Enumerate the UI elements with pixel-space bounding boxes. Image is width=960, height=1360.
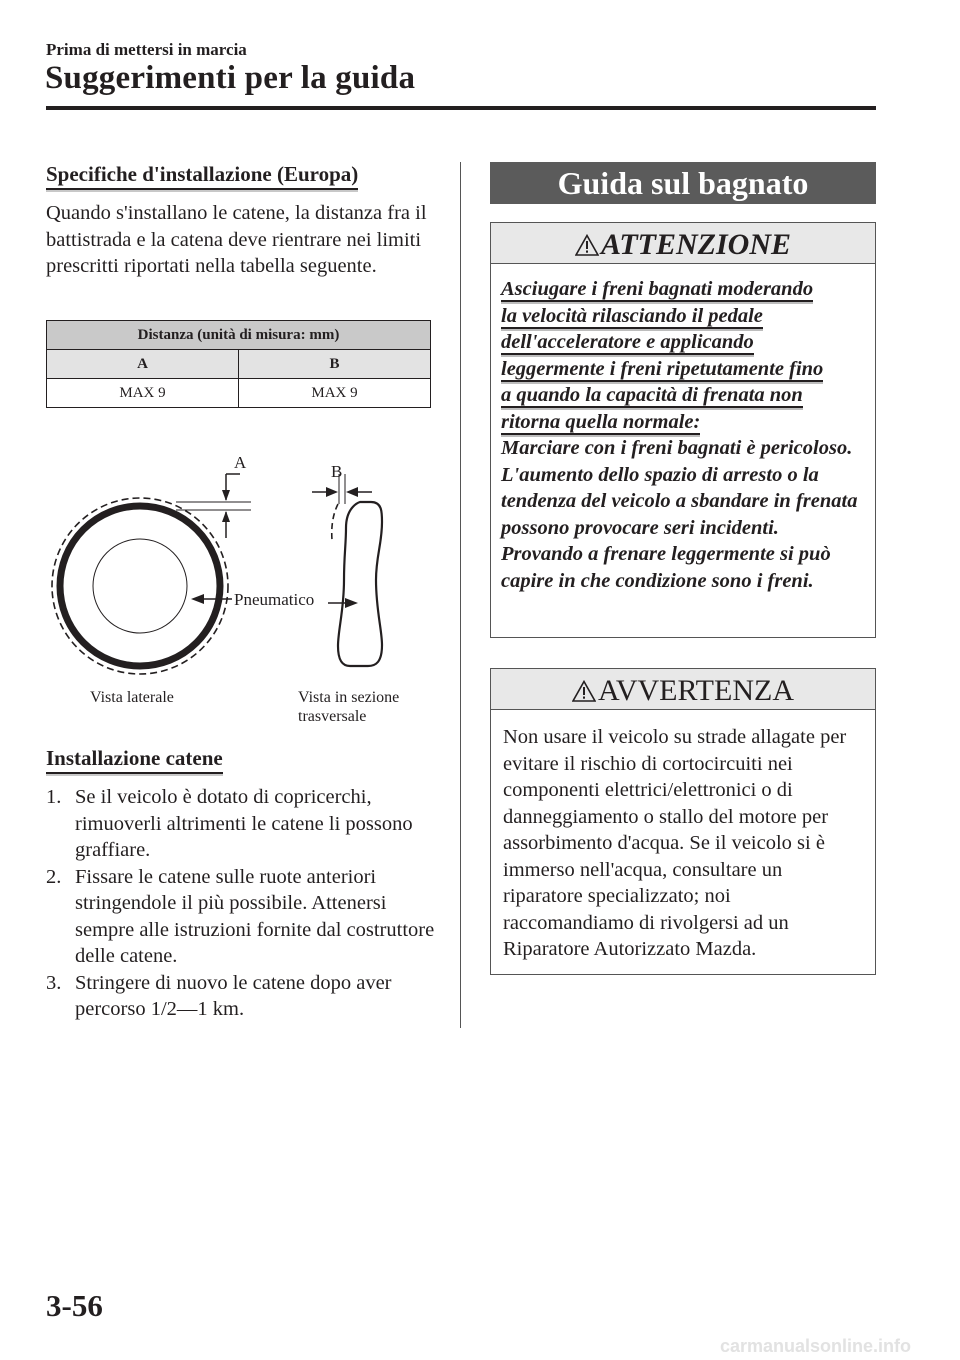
spec-table [46, 320, 431, 408]
side-view-tyre [52, 498, 228, 674]
label-b: B [331, 462, 343, 481]
header-rule [46, 106, 876, 110]
cross-section-tyre [312, 474, 382, 666]
label-a: A [234, 453, 247, 472]
caution-underlined: Asciugare i freni bagnati moderando la velocità rilasciando il pedale dell'acceleratore e applicando leggermente i freni ripetutamente fino a quando la capacità di frenata non ritorna quella normale: [501, 278, 824, 433]
notice-text: Non usare il veicolo su strade allagate per evitare il rischio di cortocircuiti nei componenti elettrici/elettronici o di danneggiamento o stallo del motore per assorbimento d'acqua. Se il veicolo si è immerso nell'acqua, consultare un riparatore specializzato; noi raccomandiamo di rivolgersi ad un Riparatore Autorizzato Mazda. [503, 726, 847, 960]
page-title: Suggerimenti per la guida [45, 60, 416, 96]
specs-intro: Quando s'installano le catene, la distanza fra il battistrada e la catena deve rientrare nei limiti prescritti riportati nella tabella seguente. [46, 202, 427, 277]
breadcrumb: Prima di mettersi in marcia [46, 40, 247, 59]
caution-header: ATTENZIONE [491, 223, 875, 264]
watermark: carmanualsonline.info [720, 1336, 912, 1356]
warning-triangle-icon [572, 680, 596, 702]
dimension-a [176, 474, 251, 538]
list-item: 1. Se il veicolo è dotato di copricerchi, rimuoverli altrimenti le catene li possono graffiare. [46, 786, 413, 861]
label-section-view-1: Vista in sezione [298, 689, 400, 706]
label-section-view-2: trasversale [298, 708, 367, 725]
column-divider [460, 162, 461, 1028]
page-number: 3-56 [46, 1288, 103, 1323]
chain-clearance-diagram [46, 440, 436, 730]
caution-box [490, 222, 876, 638]
list-item: 2. Fissare le catene sulle ruote anteriori stringendole il più possibile. Attenersi sempre alle istruzioni fornite dal costruttore delle catene. [46, 865, 435, 967]
caution-text: Marciare con i freni bagnati è pericoloso. L'aumento dello spazio di arresto o la tendenza del veicolo a sbandare in frenata possono provocare seri incidenti. Provando a frenare leggermente si può capire in che condizione sono i freni. [501, 437, 858, 592]
caution-body [491, 264, 875, 594]
chains-heading: Installazione catene [46, 746, 436, 771]
section-banner: Guida sul bagnato [490, 162, 876, 204]
notice-box [490, 668, 876, 975]
label-side-view: Vista laterale [90, 689, 174, 706]
label-tyre: Pneumatico [234, 590, 315, 609]
list-item: 3. Stringere di nuovo le catene dopo aver percorso 1/2―1 km. [46, 971, 392, 1020]
spec-value-a: MAX 9 [47, 379, 239, 408]
spec-col-b: B [239, 350, 431, 379]
notice-header: AVVERTENZA [491, 669, 875, 710]
spec-table-header: Distanza (unità di misura: mm) [47, 321, 431, 350]
warning-triangle-icon [575, 234, 599, 256]
spec-col-a: A [47, 350, 239, 379]
specs-heading: Specifiche d'installazione (Europa) [46, 162, 436, 187]
spec-value-b: MAX 9 [239, 379, 431, 408]
chain-steps-list [46, 784, 446, 1023]
